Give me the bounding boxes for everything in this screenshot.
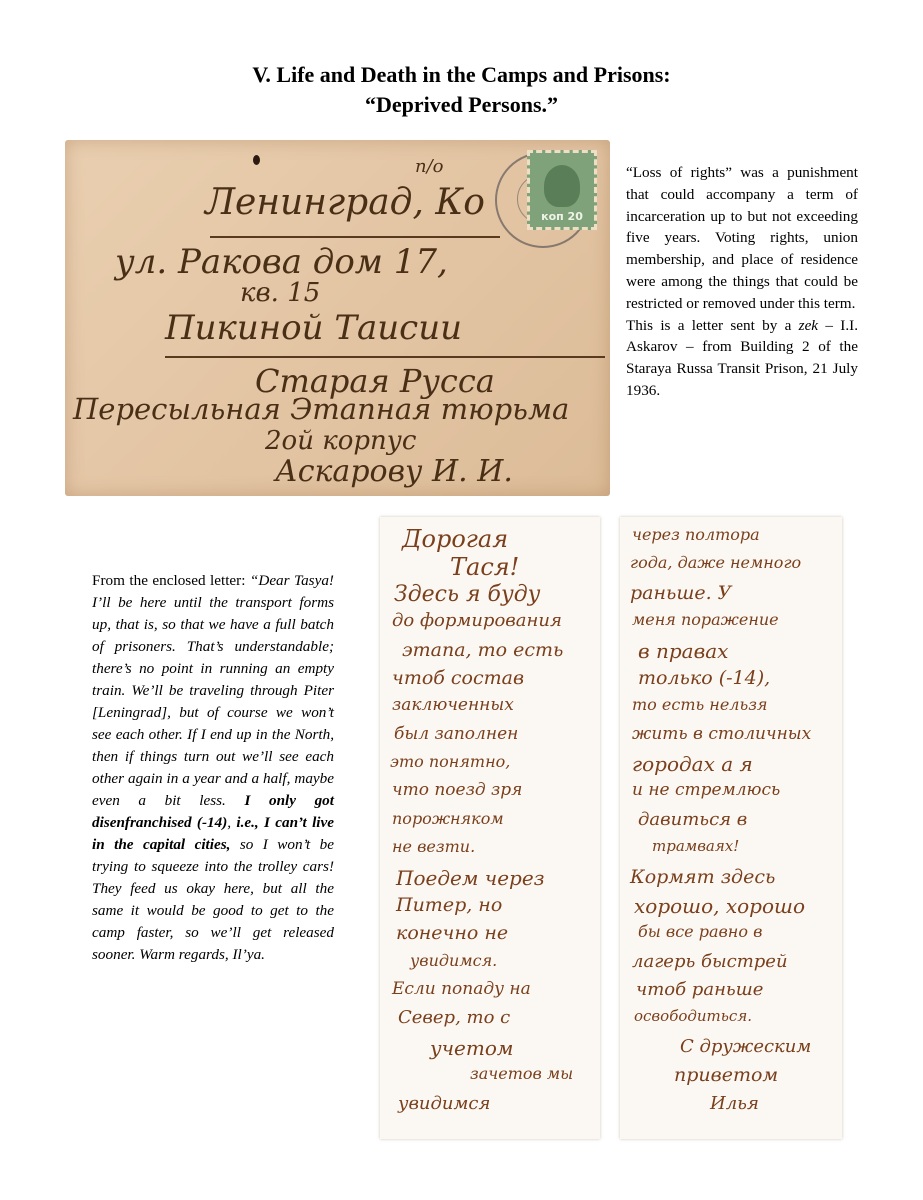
letter-page-2-line-18: освободиться. [634,1007,753,1025]
title-line-1: V. Life and Death in the Camps and Prisons: [252,62,671,87]
envelope-caption [626,162,858,402]
envelope-line-4: Пикиной Таисии [165,308,463,348]
envelope-underline-2 [165,356,605,358]
letter-page-1-line-21: увидимся [398,1093,491,1114]
caption-paragraph-2 [626,315,858,402]
letter-page-1-line-8: был заполнен [394,724,519,744]
letter-page-2-line-7: то есть нельзя [632,695,768,714]
letter-page-1-line-10: что поезд зря [392,780,523,800]
letter-page-1-line-9: это понятно, [390,752,511,771]
letter-page-1-line-7: заключенных [392,695,514,715]
envelope-line-1: Ленинград, Ко [205,182,485,223]
envelope-image [65,140,610,496]
letter-page-2-line-17: чтоб раньше [636,979,764,1000]
stamp-denomination: коп 20 [541,210,583,223]
envelope-line-2: ул. Ракова дом 17, [115,242,448,282]
letter-page-2-line-5: в правах [638,639,729,663]
ink-mark [253,155,260,165]
letter-page-1-line-14: Питер, но [396,894,503,916]
caption-text-end: – I.I. Askarov – from Building 2 of the Staraya Russa Transit Prison, 21 July 1936. [626,316,858,399]
letter-page-1 [380,517,600,1139]
letter-page-1-line-6: чтоб состав [392,667,525,689]
envelope-line-8: Аскарову И. И. [275,454,513,489]
letter-page-1-line-3: Здесь я буду [394,582,541,607]
envelope-underline-1 [210,236,500,238]
translation-text-1: “Dear Tasya! I’ll be here until the transport forms up, that is, so that we have a full batch of prisoners. That’s understandable; there’s no point in running an empty train. We’ll be traveling through Piter [Leningrad], but of course we won’t see each other. If I end up in the North, then if things turn out we’ll see each other again in a year and a half, maybe even a bit less. [92,572,334,809]
letter-page-2-line-16: лагерь быстрей [632,951,788,972]
letter-page-2-line-12: трамваях! [652,837,740,855]
letter-page-1-line-18: Север, то с [398,1007,511,1028]
translation-comma: , [227,814,237,831]
translation-bold-2: I can’t live in the capital cities, [92,814,335,853]
letter-page-2-line-15: бы все равно в [638,922,763,941]
letter-page-2-line-9: городах а я [632,752,753,776]
letter-page-1-line-2: Тася! [450,553,520,581]
letter-page-2-line-1: через полтора [632,525,760,544]
letter-page-1-line-19: учетом [430,1036,514,1060]
translation-ie: i.e., [236,814,265,831]
letter-page-1-line-17: Если попаду на [392,979,531,999]
translation-paragraph [92,570,334,966]
letter-page-1-line-12: не везти. [392,837,476,856]
letter-page-1-line-20: зачетов мы [470,1064,574,1083]
letter-page-2-line-11: давиться в [638,809,748,830]
letter-page-2-line-14: хорошо, хорошо [634,894,806,918]
letter-page-1-line-16: увидимся. [410,951,498,970]
page-title [0,60,923,120]
translation-bold-1: I only got disenfranchised (-14) [92,792,334,831]
translation-lead: From the enclosed letter: [92,572,250,589]
letter-page-1-line-5: этапа, то есть [402,639,564,661]
letter-page-2-line-2: года, даже немного [630,553,802,572]
letter-page-1-line-4: до формирования [392,610,562,631]
letter-translation [92,570,334,966]
translation-text-2: so I won’t be trying to squeeze into the trolley cars! They feed us okay here, but all the same it would be good to get to the camp faster, so we’ll get released sooner. Warm regards, Il’ya. [92,836,334,963]
letter-page-1-line-1: Дорогая [402,525,509,553]
letter-page-1-line-15: конечно не [396,922,509,944]
letter-page-2-line-4: меня поражение [632,610,779,629]
letter-page-2-line-19: С дружеским [680,1036,812,1057]
envelope-line-5: Старая Русса [255,362,495,400]
letter-page-1-line-13: Поедем через [396,866,545,890]
envelope-annotation: п/о [415,156,444,177]
letter-page-2-line-8: жить в столичных [632,724,812,744]
envelope-line-6: Пересыльная Этапная тюрьма [73,392,570,426]
postage-stamp [527,150,597,230]
envelope-line-7: 2ой корпус [265,426,417,456]
letter-page-2-line-6: только (-14), [638,667,771,689]
letter-page-2-line-3: раньше. У [630,582,732,604]
letter-page-2-line-13: Кормят здесь [630,866,776,888]
title-line-2: “Deprived Persons.” [364,92,559,117]
letter-page-1-line-11: порожняком [392,809,504,828]
letter-page-2 [620,517,842,1139]
stamp-portrait [544,165,580,207]
caption-paragraph-1: “Loss of rights” was a punishment that could accompany a term of incarceration up to but not exceeding five years. Voting rights, union membership, and place of residence were among the things that could be restricted or removed under this term. [626,164,858,312]
caption-term: zek [798,316,819,334]
letter-page-2-line-20: приветом [674,1064,779,1086]
envelope-line-3: кв. 15 [240,278,321,308]
caption-text: This is a letter sent by a [626,316,799,334]
letter-page-2-line-10: и не стремлюсь [632,780,781,800]
letter-page-2-line-21: Илья [710,1093,759,1114]
